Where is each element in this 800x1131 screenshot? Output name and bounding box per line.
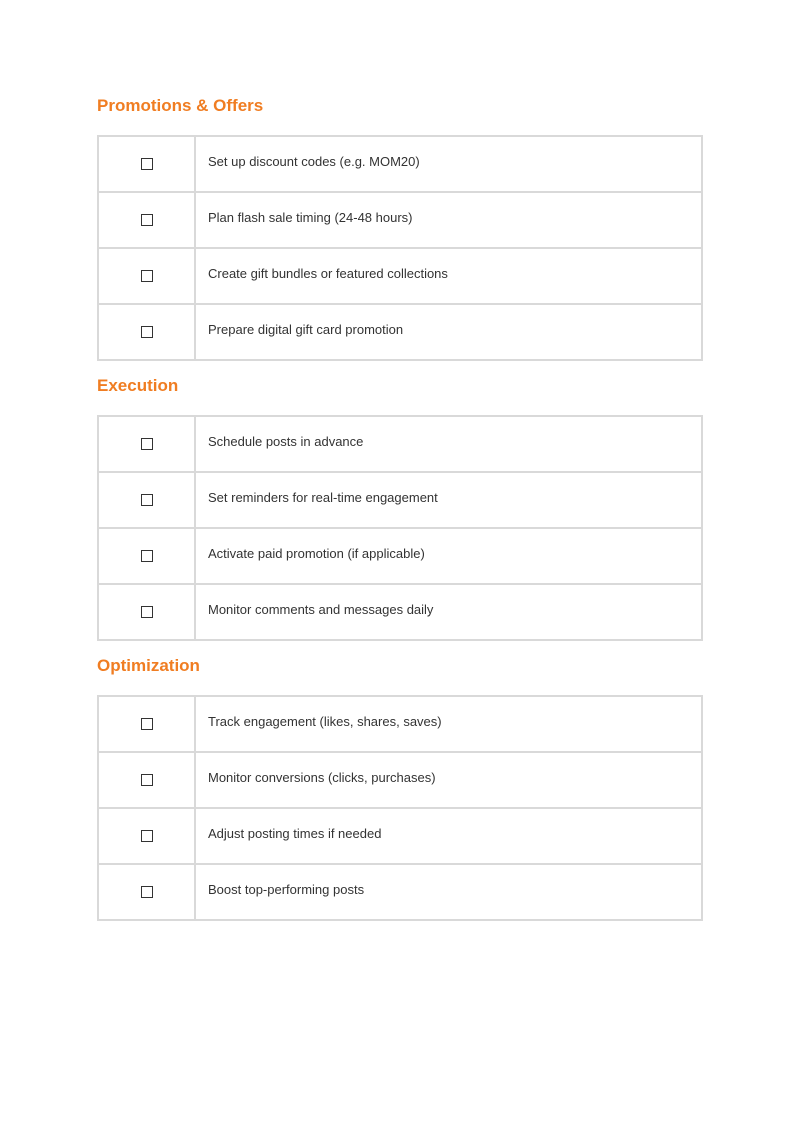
- task-cell: [195, 192, 702, 248]
- checkbox[interactable]: [141, 494, 153, 506]
- checklist-row: [98, 248, 702, 304]
- task-cell: [195, 864, 702, 920]
- section-title: Optimization: [97, 656, 200, 675]
- task-cell: [195, 696, 702, 752]
- checkbox[interactable]: [141, 550, 153, 562]
- section-promotions-offers: [97, 94, 703, 361]
- checklist-row: [98, 696, 702, 752]
- checkbox[interactable]: [141, 718, 153, 730]
- task-cell: [195, 472, 702, 528]
- section-optimization: [97, 654, 703, 921]
- checkbox-cell: [98, 192, 195, 248]
- checklist-table: [97, 415, 703, 641]
- checklist-row: [98, 136, 702, 192]
- task-cell: [195, 248, 702, 304]
- checkbox[interactable]: [141, 830, 153, 842]
- checkbox[interactable]: [141, 158, 153, 170]
- checklist-row: [98, 528, 702, 584]
- task-label: Create gift bundles or featured collections: [208, 266, 448, 281]
- task-label: Plan flash sale timing (24-48 hours): [208, 210, 413, 225]
- checklist-table: [97, 695, 703, 921]
- checkbox-cell: [98, 752, 195, 808]
- section-execution: [97, 374, 703, 641]
- checkbox[interactable]: [141, 270, 153, 282]
- checkbox-cell: [98, 696, 195, 752]
- task-label: Boost top-performing posts: [208, 882, 365, 897]
- checkbox-cell: [98, 584, 195, 640]
- task-label: Monitor conversions (clicks, purchases): [208, 770, 436, 785]
- checkbox-cell: [98, 304, 195, 360]
- task-cell: [195, 584, 702, 640]
- task-label: Track engagement (likes, shares, saves): [208, 714, 442, 729]
- section-title: Promotions & Offers: [97, 96, 264, 115]
- checkbox-cell: [98, 472, 195, 528]
- checkbox-cell: [98, 808, 195, 864]
- task-label: Prepare digital gift card promotion: [208, 322, 404, 337]
- task-label: Set up discount codes (e.g. MOM20): [208, 154, 420, 169]
- task-cell: [195, 808, 702, 864]
- checklist-row: [98, 752, 702, 808]
- checklist-row: [98, 304, 702, 360]
- checkbox[interactable]: [141, 606, 153, 618]
- section-title: Execution: [97, 376, 179, 395]
- checklist-row: [98, 416, 702, 472]
- checkbox[interactable]: [141, 326, 153, 338]
- checkbox[interactable]: [141, 774, 153, 786]
- checkbox-cell: [98, 864, 195, 920]
- task-cell: [195, 136, 702, 192]
- checkbox[interactable]: [141, 214, 153, 226]
- checkbox-cell: [98, 248, 195, 304]
- task-label: Monitor comments and messages daily: [208, 602, 434, 617]
- checklist-page: [97, 94, 703, 921]
- checklist-row: [98, 472, 702, 528]
- task-label: Schedule posts in advance: [208, 434, 364, 449]
- checkbox[interactable]: [141, 886, 153, 898]
- checklist-row: [98, 192, 702, 248]
- task-cell: [195, 528, 702, 584]
- task-label: Adjust posting times if needed: [208, 826, 382, 841]
- checklist-table: [97, 135, 703, 361]
- task-label: Activate paid promotion (if applicable): [208, 546, 425, 561]
- checklist-row: [98, 808, 702, 864]
- checkbox[interactable]: [141, 438, 153, 450]
- task-cell: [195, 304, 702, 360]
- task-label: Set reminders for real-time engagement: [208, 490, 438, 505]
- checkbox-cell: [98, 136, 195, 192]
- checkbox-cell: [98, 416, 195, 472]
- checklist-row: [98, 584, 702, 640]
- checkbox-cell: [98, 528, 195, 584]
- task-cell: [195, 752, 702, 808]
- task-cell: [195, 416, 702, 472]
- checklist-row: [98, 864, 702, 920]
